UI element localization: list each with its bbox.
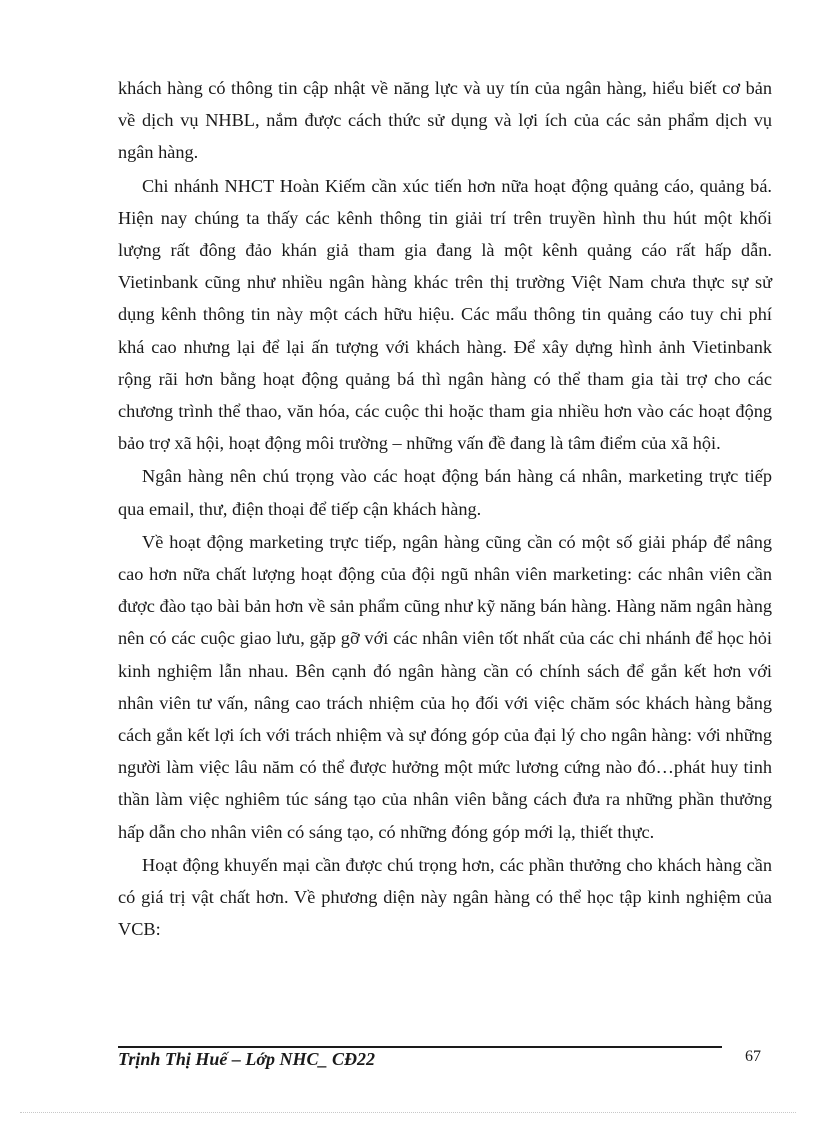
page-bottom-border (20, 1112, 796, 1113)
page-body (118, 72, 772, 945)
body-paragraph-3: Ngân hàng nên chú trọng vào các hoạt động bán hàng cá nhân, marketing trực tiếp qua email, thư, điện thoại để tiếp cận khách hàng. (118, 466, 772, 519)
body-paragraph-2: Chi nhánh NHCT Hoàn Kiếm cần xúc tiến hơn nữa hoạt động quảng cáo, quảng bá. Hiện nay chúng ta thấy các kênh thông tin giải trí trên truyền hình thu hút một khối lượng rất đông đảo khán giả tham gia đang là một kênh quảng cáo rất hấp dẫn. Vietinbank cũng như nhiều ngân hàng khác trên thị trường Việt Nam chưa thực sự sử dụng kênh thông tin này một cách hữu hiệu. Các mẩu thông tin quảng cáo tuy chi phí khá cao nhưng lại để lại ấn tượng với khách hàng. Để xây dựng hình ảnh Vietinbank rộng rãi hơn bằng hoạt động quảng bá thì ngân hàng có thể tham gia tài trợ cho các chương trình thể thao, văn hóa, các cuộc thi hoặc tham gia nhiều hơn vào các hoạt động bảo trợ xã hội, hoạt động môi trường – những vấn đề đang là tâm điểm của xã hội. (118, 175, 772, 454)
footer-divider (118, 1046, 722, 1048)
page-number: 67 (745, 1048, 761, 1065)
body-paragraph-4: Về hoạt động marketing trực tiếp, ngân hàng cũng cần có một số giải pháp để nâng cao hơn nữa chất lượng hoạt động của đội ngũ nhân viên marketing: các nhân viên cần được đào tạo bài bản hơn về sản phẩm cũng như kỹ năng bán hàng. Hàng năm ngân hàng nên có các cuộc giao lưu, gặp gỡ với các nhân viên tốt nhất của các chi nhánh để học hỏi kinh nghiệm lẫn nhau. Bên cạnh đó ngân hàng cần có chính sách để gắn kết hơn với nhân viên tư vấn, nâng cao trách nhiệm của họ đối với việc chăm sóc khách hàng bằng cách gắn kết lợi ích với trách nhiệm và sự đóng góp của đại lý cho ngân hàng: với những người làm việc lâu năm có thể được hưởng một mức lương cứng nào đó…phát huy tinh thần làm việc nghiêm túc sáng tạo của nhân viên bằng cách đưa ra những phần thưởng hấp dẫn cho nhân viên có sáng tạo, có những đóng góp mới lạ, thiết thực. (118, 531, 772, 842)
body-paragraph-1: khách hàng có thông tin cập nhật về năng lực và uy tín của ngân hàng, hiểu biết cơ bản về dịch vụ NHBL, nắm được cách thức sử dụng và lợi ích của các sản phẩm dịch vụ ngân hàng. (118, 78, 772, 163)
body-paragraph-5: Hoạt động khuyến mại cần được chú trọng hơn, các phần thưởng cho khách hàng cần có giá trị vật chất hơn. Về phương diện này ngân hàng có thể học tập kinh nghiệm của VCB: (118, 854, 772, 940)
footer-author: Trịnh Thị Huế – Lớp NHC_ CĐ22 (118, 1049, 376, 1069)
